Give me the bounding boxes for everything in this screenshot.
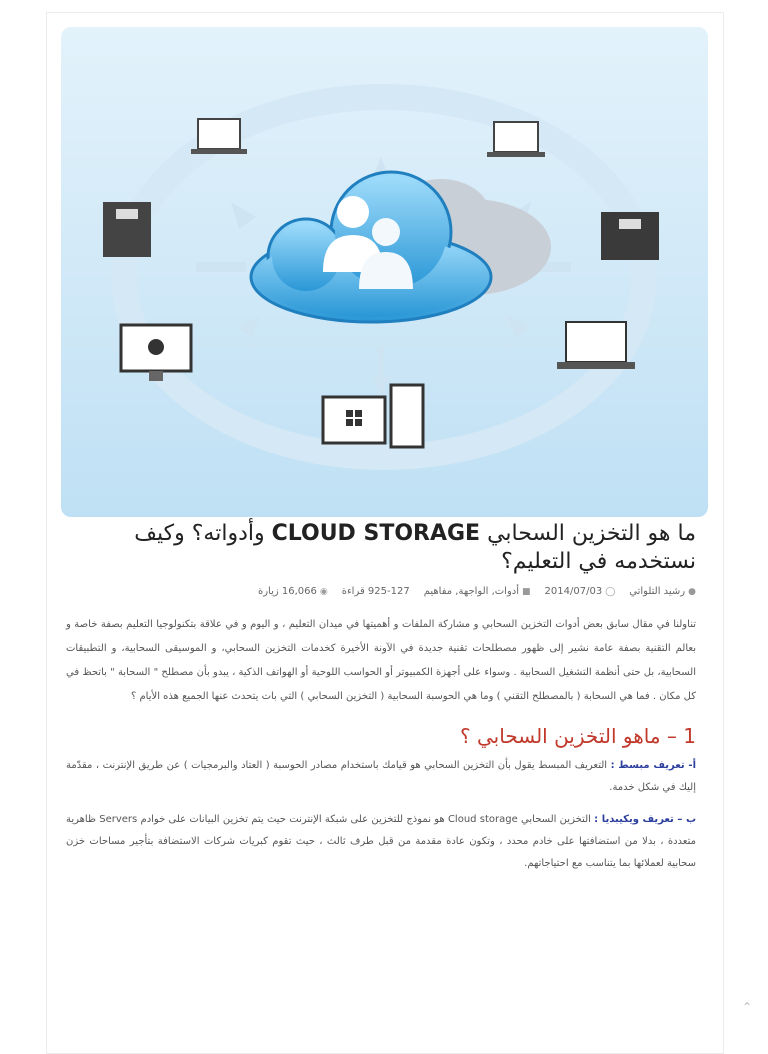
meta-visits: ◉16,066 زيارة — [257, 586, 328, 597]
definition-wikipedia — [66, 809, 696, 875]
article-meta — [66, 586, 696, 597]
meta-date: ◯2014/07/03 — [544, 586, 616, 597]
laptop-icon-top-left — [191, 119, 247, 154]
article-title — [66, 520, 696, 576]
chevron-up-icon[interactable]: ⌃ — [742, 1000, 753, 1014]
laptop-icon-bottom-right — [557, 322, 635, 369]
meta-categories[interactable]: ■أدوات, الواجهة, مفاهيم — [423, 586, 531, 597]
definition-wikipedia-text: التخزين السحابي Cloud storage هو نموذج للتخزين على شبكة الإنترنت حيث يتم تخزين البيانات على خوادم Servers ظاهرية متعددة ، بدلا من استضافتها على خادم محدد ، وتكون عادة مقدمة من قبل طرف ثالث ، حيث تقوم كبريات شركات الاستضافة بتأجير مساحات خزن سحابية لعملائها بما يتناسب مع احتياجاتهم. — [66, 814, 696, 869]
title-en: CLOUD STORAGE — [271, 521, 481, 546]
definition-simple-text: التعريف المبسط يقول بأن التخزين السحابي هو قيامك باستخدام مصادر الحوسبة ( العتاد والبرمجيات ) عن طريق الإنترنت ، مقدّمة إليك في شكل خدمة. — [66, 760, 696, 793]
section-heading: 1 – ماهو التخزين السحابي ؟ — [460, 724, 696, 748]
definition-simple — [66, 755, 696, 799]
storage-device-icon-right — [601, 212, 659, 260]
user-icon: ● — [688, 587, 696, 597]
folder-icon: ■ — [522, 587, 531, 597]
cloud-storage-illustration — [61, 27, 708, 517]
clock-icon: ◯ — [605, 587, 616, 597]
meta-author[interactable]: ●رشيد التلواتي — [629, 586, 696, 597]
storage-device-icon-left — [103, 202, 151, 257]
definition-wikipedia-label[interactable]: ب – تعريف ويكيبديا : — [594, 814, 696, 825]
laptop-icon-top-right — [487, 122, 545, 157]
meta-reads: 925-127 قراءة — [341, 586, 410, 597]
article-content — [66, 520, 696, 885]
definition-simple-label[interactable]: أ- تعريف مبسط : — [610, 760, 697, 771]
title-prefix: ما هو التخزين السحابي — [487, 521, 696, 546]
title-suffix: وأدواته؟ وكيف نستخدمه في التعليم؟ — [134, 521, 696, 574]
eye-icon: ◉ — [319, 587, 328, 597]
intro-paragraph: تناولنا في مقال سابق بعض أدوات التخزين السحابي و مشاركة الملفات و أهميتها في ميدان التعليم ، و اليوم و في علاقة بتكنولوجيا التعليم بصفة خاصة و بعالم التقنية بصفة عامة نشير إلى ظهور مصطلحات تقنية جديدة في الآونة الأخيرة كخدمات التخزين السحابي، و الموسيقى السحابية، و التطبيقات السحابية، بل حتى أنظمة التشغيل السحابية . وسواء على أجهزة الكمبيوتر أو الحواسب اللوحية أو الهواتف الذكية ، يبدو بأن مصطلح " السحابة " باتحظ في كل مكان . فما هي السحابة ( بالمصطلح التقني ) وما هي الحوسبة السحابية ( التخزين السحابي ) التي بات يتحدث عنها الجميع هذه الأيام ؟ — [66, 619, 696, 702]
